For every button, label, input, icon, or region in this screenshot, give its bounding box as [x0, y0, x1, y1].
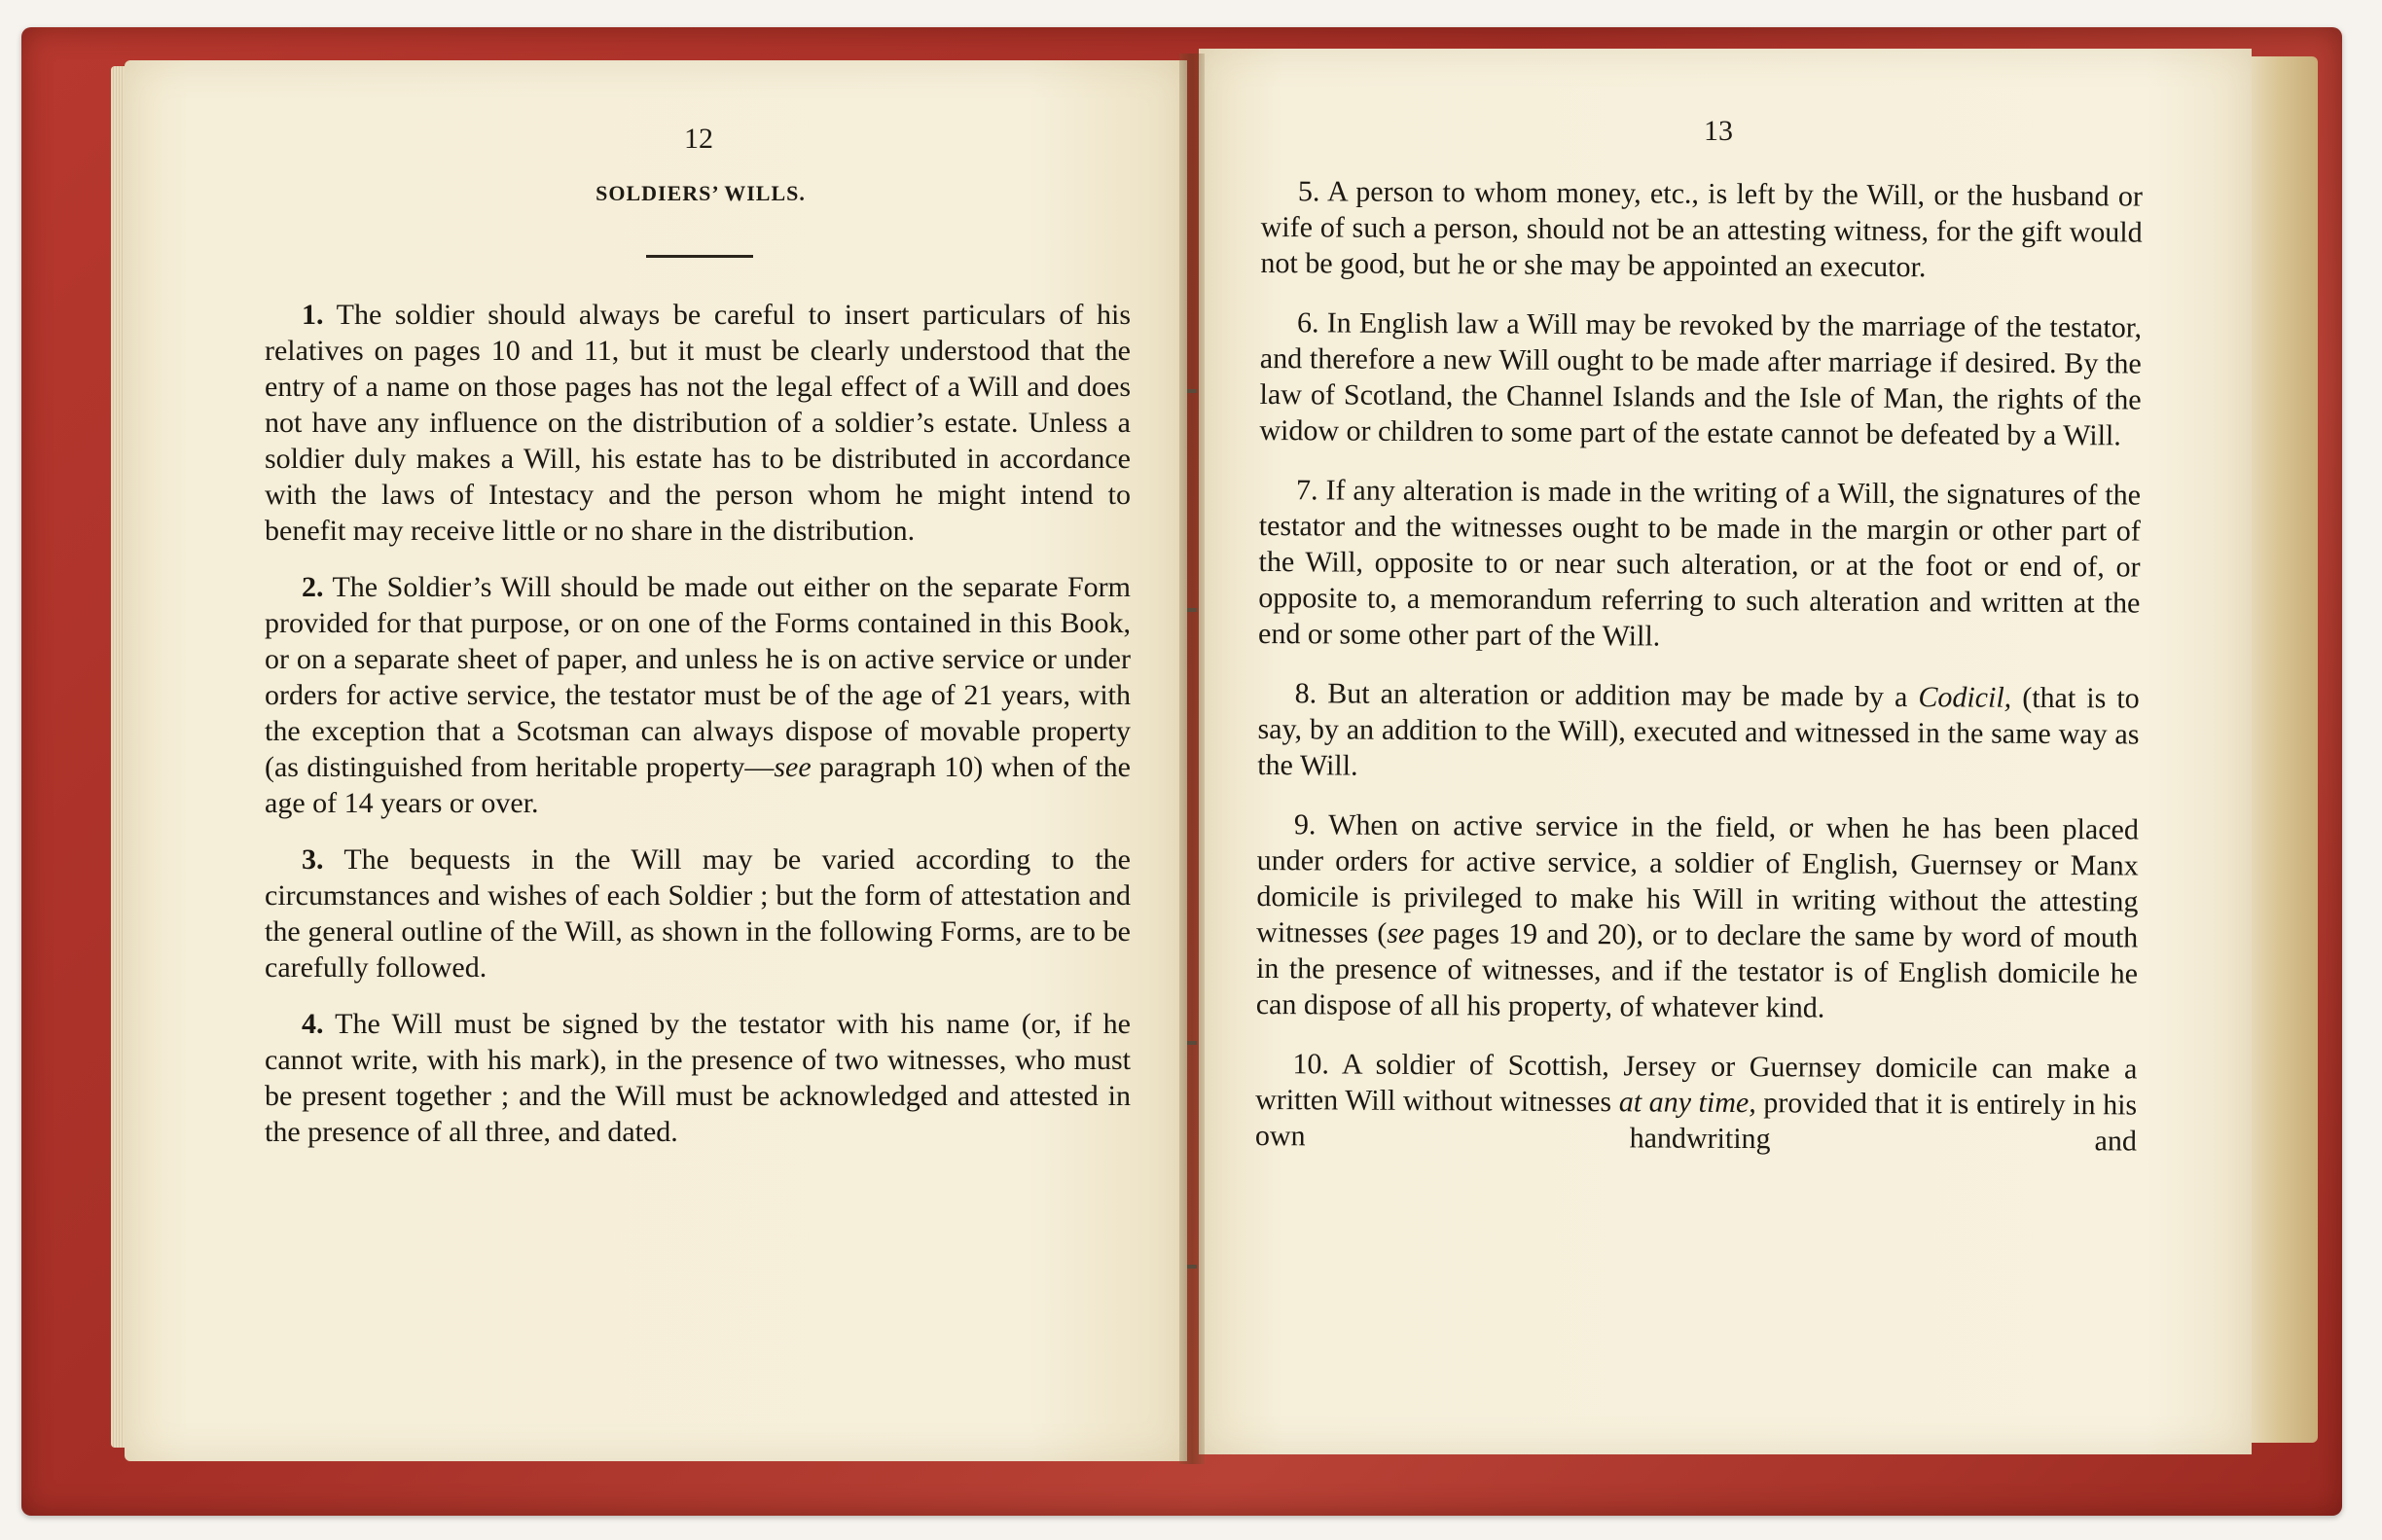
paragraph-9 — [1256, 806, 2139, 1028]
paragraph-number: 4. — [302, 1008, 324, 1040]
left-page-stack-edge — [111, 66, 125, 1448]
paragraph-text: pages 19 and 20), or to declare the same by word of mouth in the presence of witnesses, and if the testator is of English domicile he can dispose of all his property, of whatever kind. — [1255, 917, 2139, 1024]
paragraph-number: 10. — [1292, 1048, 1330, 1081]
paragraph-number: 1. — [302, 299, 324, 331]
binding-stitch — [1187, 1265, 1197, 1269]
paragraph-6 — [1259, 304, 2142, 454]
paragraph-number: 6. — [1296, 306, 1319, 340]
italic-text: at any time, — [1618, 1086, 1756, 1120]
paragraph-1 — [265, 297, 1131, 549]
paragraph-text: The Soldier’s Will should be made out either on the separate Form provided for that purpose, or on one of the Forms contained in this Book, or on a separate sheet of paper, and unless he is on active service or under orders for active service, the testator must be of the age of 21 years, with the exception that a Scotsman can always dispose of movable property (as distinguished from heritable property— — [265, 571, 1131, 783]
paragraph-5 — [1260, 173, 2143, 287]
binding-stitch — [1187, 608, 1197, 612]
paragraph-3 — [265, 842, 1131, 985]
left-page-text — [265, 297, 1131, 1170]
paragraph-number: 9. — [1293, 808, 1317, 842]
paragraph-text: If any alteration is made in the writing of a Will, the signatures of the testator and the witnesses ought to be made in the margin or other part of the Will, opposite to or near such alteration, or at the foot or end of, or opposite to, a memorandum referring to such alteration and written at the end or some other part of the Will. — [1258, 474, 2142, 653]
paragraph-text: The bequests in the Will may be varied according to the circumstances and wishes of each Soldier ; but the form of attestation and the general outline of the Will, as shown in the following Forms, are to be carefully followed. — [265, 843, 1131, 984]
left-page-number: 12 — [684, 123, 713, 155]
paragraph-text: A soldier of Scottish, Jersey or Guernsey domicile can make a written Will without witnesses — [1255, 1048, 2138, 1119]
italic-text: see — [1387, 916, 1425, 950]
paragraph-7 — [1258, 472, 2141, 658]
paragraph-2 — [265, 569, 1131, 821]
page-heading: SOLDIERS’ WILLS. — [596, 181, 806, 205]
paragraph-4 — [265, 1006, 1131, 1150]
paragraph-number: 3. — [302, 843, 324, 876]
paragraph-text: But an alteration or addition may be made by a — [1327, 677, 1919, 714]
binding-stitch — [1187, 1041, 1197, 1045]
right-page-text — [1255, 173, 2143, 1183]
paragraph-10 — [1255, 1046, 2138, 1160]
right-page-stack-edge — [2252, 56, 2318, 1443]
paragraph-number: 5. — [1297, 175, 1320, 208]
book-gutter — [1179, 54, 1205, 1464]
paragraph-8 — [1257, 675, 2140, 789]
paragraph-text: A person to whom money, etc., is left by the Will, or the husband or wife of such a person, should not be an attesting witness, for the gift would not be good, but he or she may be appointed an executor. — [1260, 175, 2143, 284]
paragraph-number: 2. — [302, 571, 324, 603]
paragraph-text: paragraph 10) when of the age of 14 years or over. — [265, 751, 1131, 819]
italic-text: Codicil, — [1918, 681, 2012, 714]
paragraph-text: The Will must be signed by the testator with his name (or, if he cannot write, with his mark), in the presence of two witnesses, who must be present together ; and the Will must be acknowledged and attested in the presence of all three, and dated. — [265, 1008, 1131, 1148]
heading-rule — [646, 255, 753, 258]
binding-stitch — [1187, 389, 1197, 393]
paragraph-text: In English law a Will may be revoked by the marriage of the testator, and therefore a new Will ought to be made after marriage if desired. By the law of Scotland, the Channel Islands and the Isle of Man, the rights of the widow or children to some part of the estate cannot be defeated by a Will. — [1259, 306, 2143, 452]
paragraph-number: 7. — [1295, 474, 1318, 507]
right-page-number: 13 — [1704, 115, 1733, 147]
paragraph-text: (that is to say, by an addition to the Will), executed and witnessed in the same way as the Will. — [1257, 681, 2140, 782]
paragraph-text: provided that it is entirely in his own handwriting and — [1254, 1087, 2138, 1158]
paragraph-number: 8. — [1294, 677, 1317, 710]
paragraph-text: The soldier should always be careful to insert particulars of his relatives on pages 10 and 11, but it must be clearly understood that the entry of a name on those pages has not the legal effect of a Will and does not have any influence on the distribution of a soldier’s estate. Unless a soldier duly makes a Will, his estate has to be distributed in accordance with the laws of Intestacy and the person whom he might intend to benefit may receive little or no share in the distribution. — [265, 299, 1131, 547]
italic-text: see — [774, 751, 812, 783]
paragraph-text: When on active service in the field, or when he has been placed under orders for active service, a soldier of English, Guernsey or Manx domicile is privileged to make his Will in writing without the attesting witnesses ( — [1256, 808, 2140, 949]
